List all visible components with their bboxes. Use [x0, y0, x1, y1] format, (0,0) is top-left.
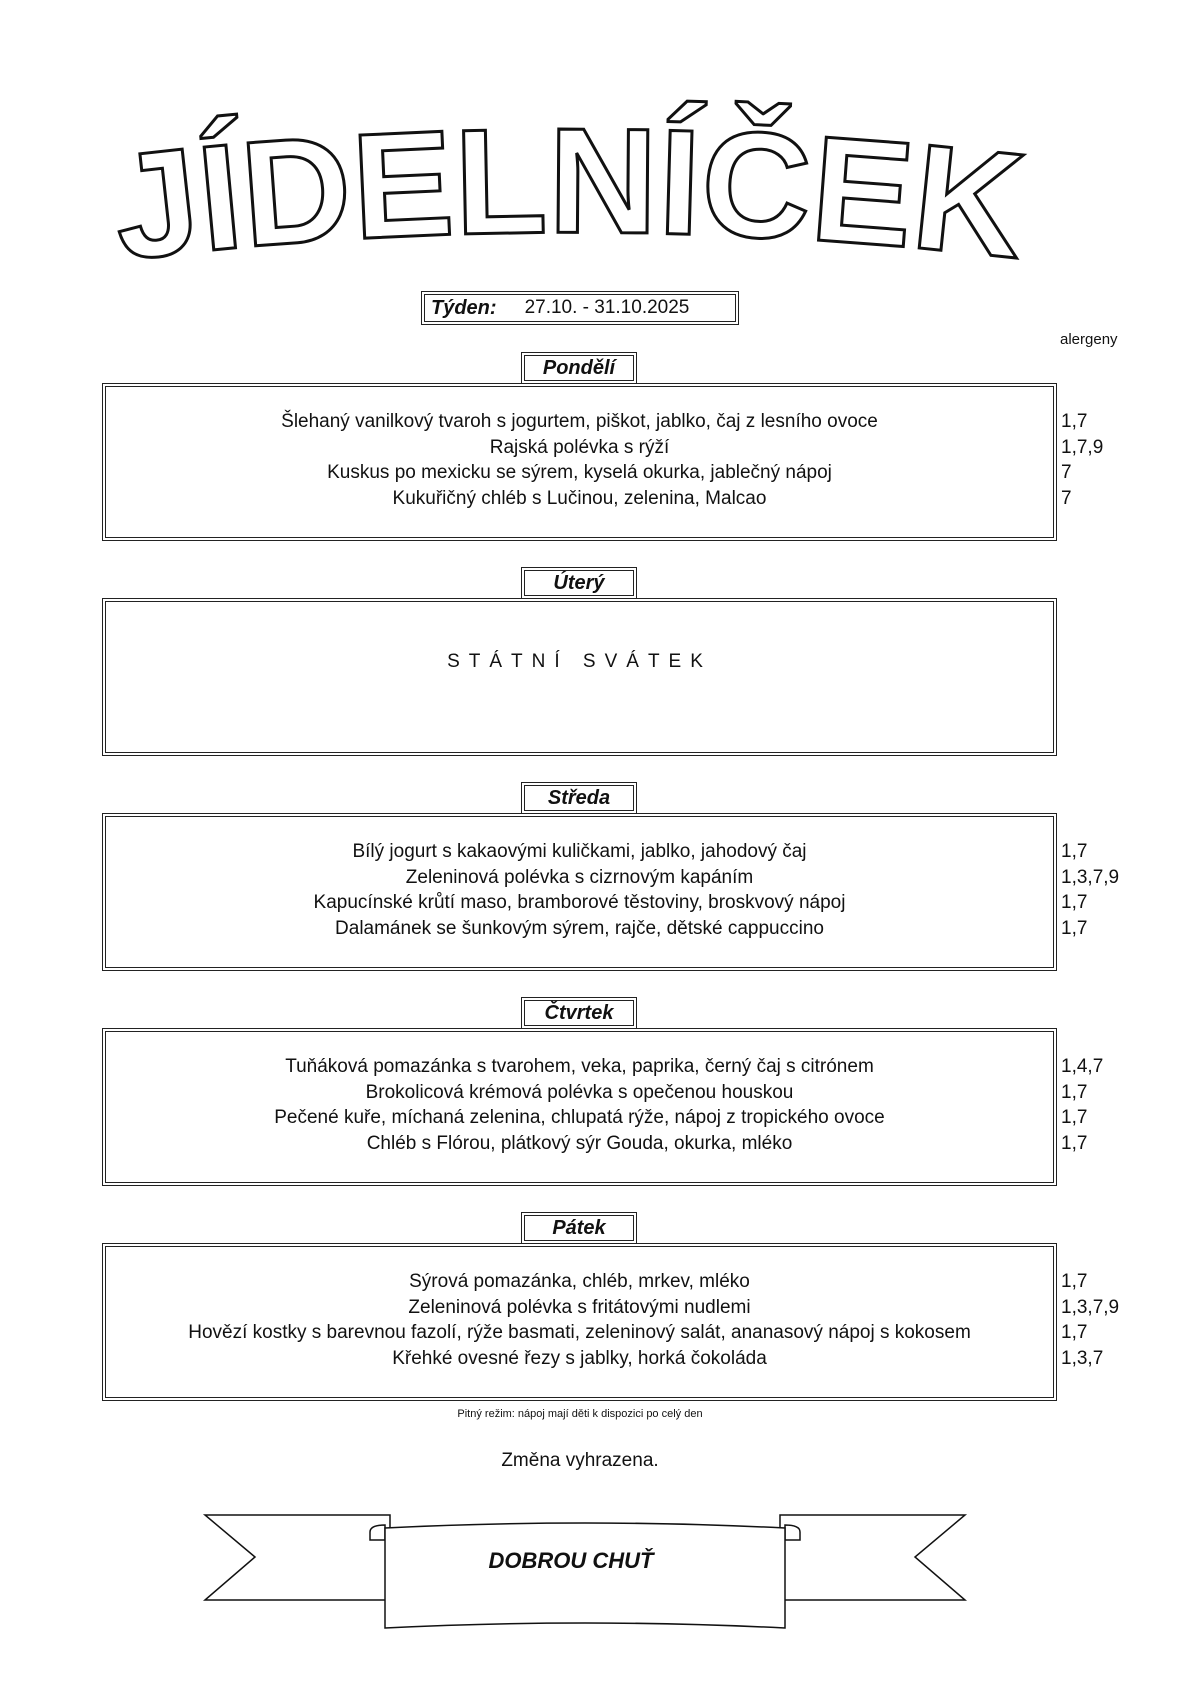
week-box — [421, 291, 739, 325]
allergen-codes: 1,3,7,9 — [1061, 866, 1120, 888]
week-label: Týden: — [431, 296, 497, 319]
menu-title — [100, 85, 1050, 295]
meal-item: Hovězí kostky s barevnou fazolí, rýže basmati, zeleninový salát, ananasový nápoj s kokosem — [188, 1322, 971, 1343]
meal-item: Kapucínské krůtí maso, bramborové těstoviny, broskvový nápoj — [313, 892, 846, 913]
allergen-codes: 1,3,7 — [1061, 1347, 1104, 1369]
allergens-header: alergeny — [1060, 331, 1118, 348]
allergen-codes: 7 — [1061, 487, 1072, 509]
allergen-codes: 1,7 — [1061, 841, 1088, 862]
allergen-codes: 1,7 — [1061, 1322, 1088, 1343]
holiday-notice: STÁTNÍ SVÁTEK — [447, 651, 712, 672]
meal-item: Chléb s Flórou, plátkový sýr Gouda, okurka, mléko — [366, 1132, 793, 1154]
day-label-tuesday: Úterý — [521, 567, 637, 599]
banner-left-fold — [370, 1525, 385, 1540]
svg-text:JÍDELNÍČEK — [105, 96, 1032, 291]
banner-left-tail — [205, 1515, 390, 1600]
meal-item: Sýrová pomazánka, chléb, mrkev, mléko — [409, 1271, 750, 1292]
allergen-list-monday — [1061, 409, 1103, 511]
banner-right-tail — [780, 1515, 965, 1600]
allergen-codes: 1,7,9 — [1061, 436, 1104, 458]
meal-item: Kuskus po mexicku se sýrem, kyselá okurka, jablečný nápoj — [327, 462, 832, 483]
meal-item: Tuňáková pomazánka s tvarohem, veka, paprika, černý čaj s citrónem — [285, 1056, 874, 1077]
banner-text: DOBROU CHUŤ — [488, 1548, 654, 1573]
meal-item: Bílý jogurt s kakaovými kuličkami, jablko, jahodový čaj — [352, 841, 807, 862]
meal-list-wednesday — [102, 839, 1057, 941]
drinking-regime-note: Pitný režim: nápoj mají děti k dispozici po celý den — [457, 1408, 703, 1420]
allergen-list-wednesday — [1061, 839, 1119, 941]
day-label-thursday: Čtvrtek — [521, 997, 637, 1029]
banner-right-fold — [785, 1525, 800, 1540]
meal-list-monday — [102, 409, 1057, 511]
meal-item: Zeleninová polévka s cizrnovým kapáním — [405, 866, 754, 888]
day-label-friday: Pátek — [521, 1212, 637, 1244]
allergen-codes: 1,7 — [1061, 411, 1088, 432]
allergen-codes: 7 — [1061, 462, 1072, 483]
day-label-wednesday: Středa — [521, 782, 637, 814]
allergen-codes: 1,7 — [1061, 1081, 1088, 1103]
allergen-codes: 1,7 — [1061, 917, 1088, 939]
title-text: JÍDELNÍČEK — [105, 96, 1031, 292]
meal-item: Křehké ovesné řezy s jablky, horká čokoláda — [392, 1347, 767, 1369]
change-reserved-note: Změna vyhrazena. — [501, 1450, 659, 1471]
allergen-codes: 1,7 — [1061, 892, 1088, 913]
allergen-codes: 1,4,7 — [1061, 1056, 1104, 1077]
day-box-tuesday — [102, 598, 1057, 756]
meal-item: Pečené kuře, míchaná zelenina, chlupatá rýže, nápoj z tropického ovoce — [274, 1107, 885, 1128]
allergen-codes: 1,7 — [1061, 1107, 1088, 1128]
allergen-list-friday — [1061, 1269, 1119, 1371]
allergen-list-thursday — [1061, 1054, 1103, 1156]
meal-item: Dalamánek se šunkovým sýrem, rajče, dětské cappuccino — [335, 917, 824, 939]
meal-item: Šlehaný vanilkový tvaroh s jogurtem, piškot, jablko, čaj z lesního ovoce — [281, 411, 878, 432]
allergen-codes: 1,3,7,9 — [1061, 1296, 1120, 1318]
allergen-codes: 1,7 — [1061, 1132, 1088, 1154]
meal-list-thursday — [102, 1054, 1057, 1156]
day-label-monday: Pondělí — [521, 352, 637, 384]
meal-item: Kukuřičný chléb s Lučinou, zelenina, Malcao — [392, 487, 767, 509]
meal-item: Brokolicová krémová polévka s opečenou houskou — [365, 1081, 794, 1103]
week-range: 27.10. - 31.10.2025 — [524, 297, 690, 318]
allergen-codes: 1,7 — [1061, 1271, 1088, 1292]
meal-item: Rajská polévka s rýží — [489, 436, 670, 458]
meal-item: Zeleninová polévka s fritátovými nudlemi — [408, 1296, 751, 1318]
banner-center — [385, 1523, 785, 1628]
meal-list-friday — [102, 1269, 1057, 1371]
